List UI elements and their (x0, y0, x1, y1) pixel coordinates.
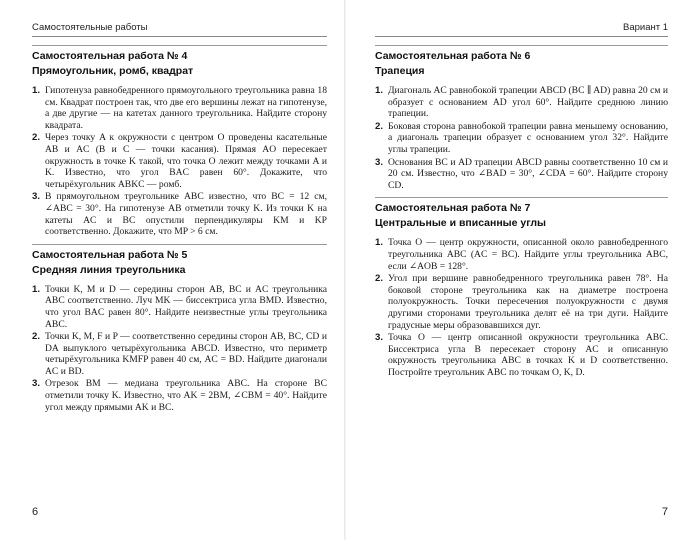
work-topic: Прямоугольник, ромб, квадрат (32, 65, 194, 77)
task-text: В прямоугольном треугольнике ABC известно, что BC = 12 см, ∠ABC = 30°. На гипотенузе AB отметили точку K. Из точки K на катеты AC и BC опустили перпендикуляры KM и KP соответственно. Докажите, что MP > 6 см. (45, 191, 327, 238)
task-text: Точка O — центр окружности, описанной около равнобедренного треугольника ABC (AC = BC). Найдите углы треугольника ABC, если ∠AOB = 128°. (388, 237, 668, 272)
task-text: Угол при вершине равнобедренного треугольника равен 78°. На боковой стороне треугольника как на диаметре построена полуокружность. Точки пересечения полуокружности с двумя другими сторонами треугольника делят её на три дуги. Найдите градусные меры образовавшихся дуг. (388, 273, 668, 331)
task-text: Диагональ AC равнобокой трапеции ABCD (BC ∥ AD) равна 20 см и образует с основанием AD угол 60°. Найдите среднюю линию трапеции. (388, 85, 668, 120)
task-item (32, 284, 327, 330)
work-topic: Средняя линия треугольника (32, 263, 186, 276)
task-item (32, 331, 327, 377)
task-list (32, 284, 327, 414)
work-number: Самостоятельная работа № 6 (375, 50, 531, 62)
task-text: Точки K, M, F и P — соответственно середины сторон AB, BC, CD и DA выпуклого четырёхугольника ABCD. Известно, что периметр четырёхугольника KMFP равен 40 см, AC = BD. Найдите диагонали AC и BD. (45, 331, 327, 377)
task-list (375, 85, 668, 191)
work-5 (32, 244, 327, 414)
page-number-left: 6 (32, 506, 39, 518)
task-number: 2. (375, 120, 384, 132)
task-item (32, 191, 327, 237)
task-list (375, 237, 668, 378)
task-number: 1. (375, 85, 384, 96)
task-number: 1. (375, 237, 384, 249)
task-item (375, 332, 668, 378)
task-item (375, 157, 668, 192)
task-number: 3. (32, 191, 41, 203)
task-number: 3. (32, 378, 41, 390)
task-item (32, 378, 327, 413)
task-text: Точки K, M и D — середины сторон AB, BC и AC треугольника ABC соответственно. Луч MK — биссектриса угла BMD. Известно, что угол BAC равен 80°. Найдите неизвестные углы треугольника ABC. (45, 283, 327, 330)
running-head-text: Вариант 1 (622, 22, 668, 33)
task-text: Отрезок BM — медиана треугольника ABC. На стороне BC отметили точку K. Известно, что AK = 2BM, ∠CBM = 40°. Найдите угол между прямыми AK и BC. (45, 378, 327, 413)
right-page (345, 0, 690, 540)
task-list (32, 85, 327, 238)
task-number: 2. (32, 331, 41, 343)
work-topic: Центральные и вписанные углы (375, 217, 546, 230)
task-item (32, 132, 327, 190)
work-number: Самостоятельная работа № 4 (32, 50, 188, 62)
work-number: Самостоятельная работа № 5 (32, 248, 188, 261)
task-item (32, 85, 327, 131)
task-text: Боковая сторона равнобокой трапеции равна меньшему основанию, а диагональ трапеции образует с основанием угол 32°. Найдите углы трапеции. (388, 120, 668, 155)
task-number: 2. (375, 273, 384, 285)
task-number: 1. (32, 283, 41, 295)
task-item (375, 273, 668, 331)
task-text: Основания BC и AD трапеции ABCD равны соответственно 10 см и 20 см. Известно, что ∠BAD = 30°, ∠CDA = 60°. Найдите сторону CD. (388, 156, 668, 191)
running-head-left (32, 22, 327, 37)
work-7 (375, 197, 668, 378)
task-text: Через точку A к окружности с центром O проведены касательные AB и AC (B и C — точки касания). Прямая AO пересекает окружность в точке K такой, что точка O лежит между точками A и K. Известно, что угол BAC равен 60°. Докажите, что четырёхугольник ABKC — ромб. (45, 132, 327, 190)
task-number: 3. (375, 156, 384, 168)
work-topic: Трапеция (375, 65, 425, 77)
work-6 (375, 45, 668, 191)
running-head-right (375, 22, 668, 37)
task-text: Гипотенуза равнобедренного прямоугольного треугольника равна 18 см. Квадрат построен так, что две его вершины лежат на гипотенузе, а две другие — на катетах данного треугольника. Найдите сторону квадрата. (45, 85, 327, 131)
task-number: 2. (32, 132, 41, 144)
work-4 (32, 45, 327, 238)
task-text: Точка O — центр описанной окружности треугольника ABC. Биссектриса угла B пересекает сторону AC и описанную окружность треугольника ABC в точках K и D соответственно. Постройте треугольник ABC по точкам O, K, D. (388, 332, 668, 378)
task-number: 3. (375, 332, 384, 344)
task-item (375, 121, 668, 156)
work-number: Самостоятельная работа № 7 (375, 202, 531, 215)
page-number-right: 7 (661, 506, 668, 518)
running-head-text: Самостоятельные работы (32, 22, 148, 33)
task-item (375, 85, 668, 120)
task-item (375, 237, 668, 272)
task-number: 1. (32, 85, 41, 96)
